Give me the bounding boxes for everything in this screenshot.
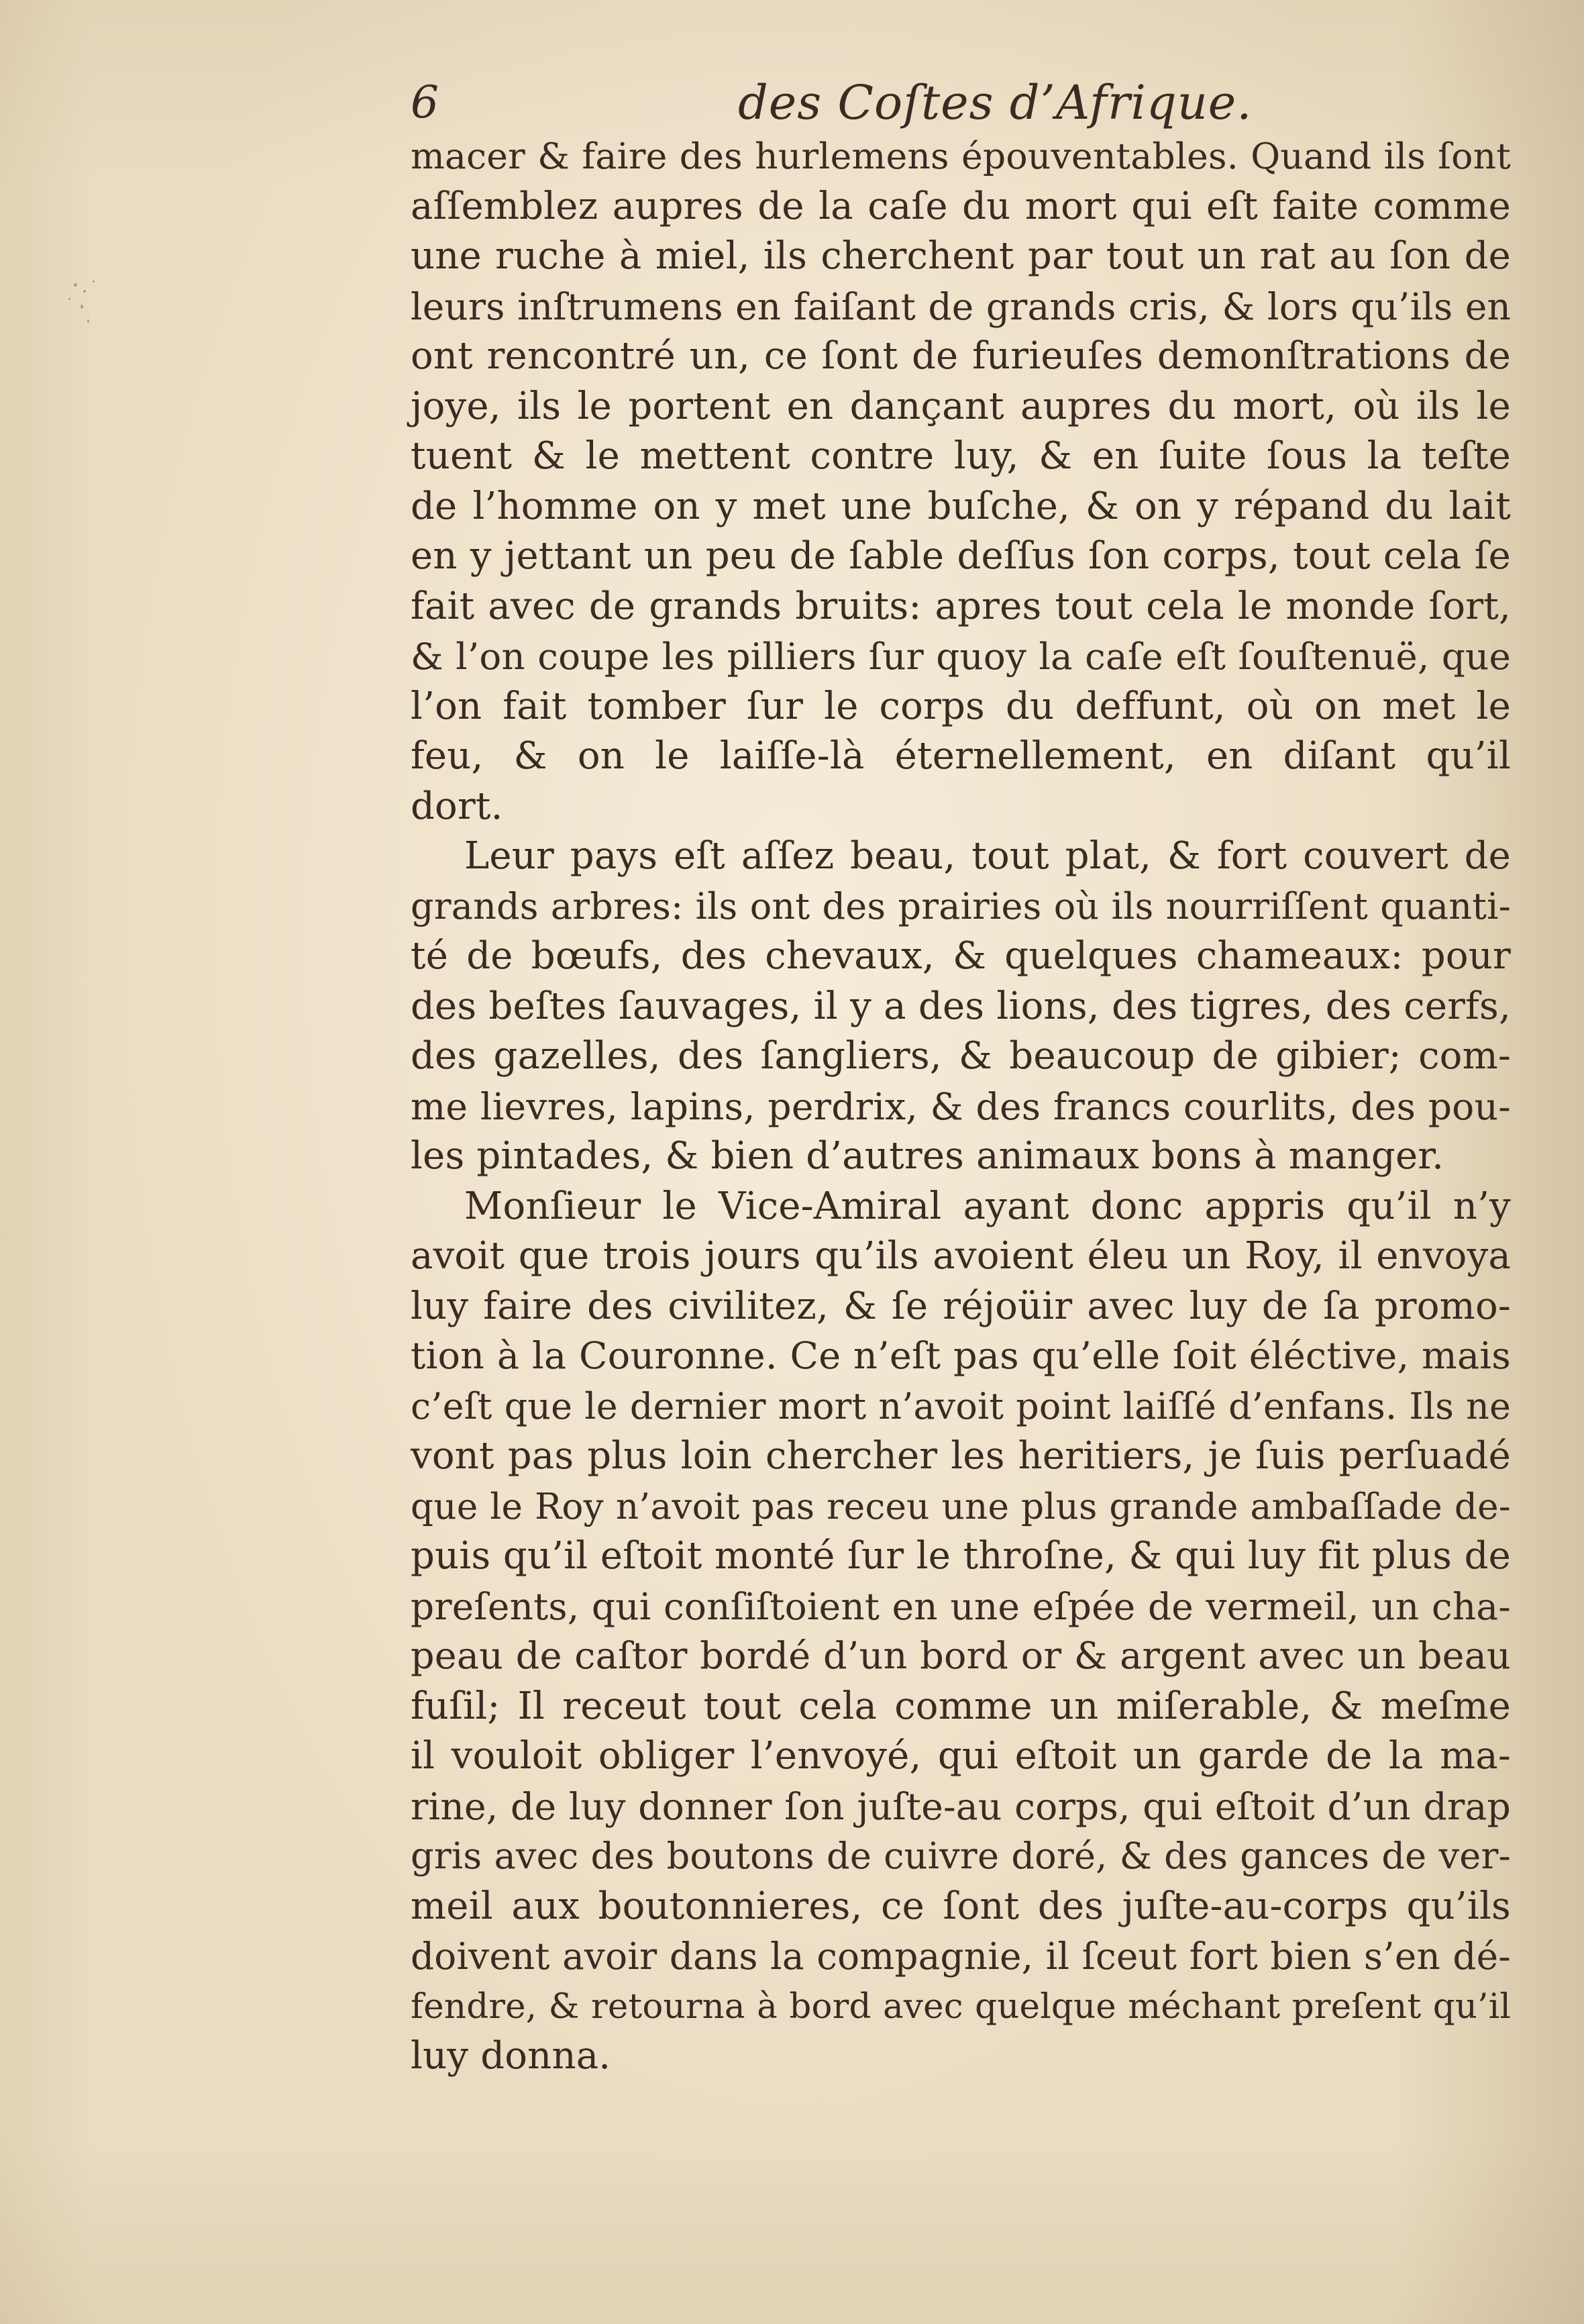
paragraph-3 [411,1182,1511,2082]
text-line: me lievres, lapins, perdrix, & des francs courlits, des pou- [411,1084,1511,1128]
text-line: en y jettant un peu de ſable deſſus ſon corps, tout cela ſe [411,534,1511,578]
text-line: tuent & le mettent contre luy, & en ſuite ſous la teſte [411,434,1511,478]
text-line: Monſieur le Vice-Amiral ayant donc appris qu’il n’y [464,1184,1511,1228]
ink-speck [74,283,77,287]
text-line: preſents, qui conſiſtoient en une eſpée de vermeil, un cha- [411,1584,1511,1628]
text-line: ont rencontré un, ce ſont de furieuſes demonſtrations de [411,334,1511,378]
text-line: grands arbres: ils ont des prairies où ils nourriſſent quanti- [411,885,1511,927]
text-line: il vouloit obliger l’envoyé, qui eſtoit un garde de la ma- [411,1734,1511,1778]
text-line: tion à la Couronne. Ce n’eſt pas qu’elle ſoit éléctive, mais [411,1334,1511,1378]
running-head [411,72,1253,133]
paragraph-1 [411,132,1511,831]
text-line: fait avec de grands bruits: apres tout cela le monde ſort, [411,584,1511,628]
text-line: aſſemblez aupres de la caſe du mort qui eſt faite comme [411,184,1511,228]
text-line: meil aux boutonnieres, ce ſont des juſte-au-corps qu’ils [411,1884,1511,1928]
ink-speck [81,305,83,309]
text-line: gris avec des boutons de cuivre doré, & des gances de ver- [411,1835,1511,1877]
text-line: luy faire des civilitez, & ſe réjoüir avec luy de ſa promo- [411,1284,1511,1328]
margin-specks [60,275,114,336]
text-line: une ruche à miel, ils cherchent par tout un rat au ſon de [411,234,1511,278]
text-line: rine, de luy donner ſon juſte-au corps, qui eſtoit d’un drap [411,1784,1511,1828]
text-line: de l’homme on y met une buſche, & on y répand du lait [411,484,1511,528]
text-line: puis qu’il eſtoit monté ſur le throſne, & qui luy fit plus de [411,1534,1511,1578]
text-line: fendre, & retourna à bord avec quelque méchant preſent qu’il [411,1986,1511,2027]
text-line: les pintades, & bien d’autres animaux bons à manger. [411,1134,1444,1178]
text-line: dort. [411,784,503,828]
text-line: té de bœufs, des chevaux, & quelques chameaux: pour [411,934,1511,978]
ink-speck [83,290,86,293]
text-line: l’on fait tomber ſur le corps du deffunt, où on met le [411,684,1511,728]
text-line: des gazelles, des ſangliers, & beaucoup de gibier; com- [411,1034,1511,1078]
text-line: feu, & on le laiſſe-là éternellement, en diſant qu’il [411,734,1511,778]
text-line: avoit que trois jours qu’ils avoient éleu un Roy, il envoya [411,1234,1511,1278]
text-line: des beſtes ſauvages, il y a des lions, des tigres, des cerfs, [411,984,1511,1028]
text-line: & l’on coupe les pilliers ſur quoy la caſe eſt ſouſtenuë, que [411,635,1511,678]
text-line: c’eſt que le dernier mort n’avoit point laiſſé d’enfans. Ils ne [411,1384,1511,1427]
paragraph-2 [411,831,1511,1182]
text-line: doivent avoir dans la compagnie, il ſceut fort bien s’en dé- [411,1935,1511,1978]
text-line: peau de caſtor bordé d’un bord or & argent avec un beau [411,1634,1511,1678]
text-line: leurs inſtrumens en faiſant de grands cris, & lors qu’ils en [411,285,1511,328]
text-line: que le Roy n’avoit pas receu une plus grande ambaſſade de- [411,1485,1511,1527]
text-line: joye, ils le portent en dançant aupres du mort, où ils le [411,384,1511,428]
ink-speck [87,319,89,323]
body-text [411,132,1511,2082]
text-line: fuſil; Il receut tout cela comme un miſerable, & meſme [411,1684,1511,1728]
text-line: Leur pays eſt aſſez beau, tout plat, & fort couvert de [464,834,1511,878]
running-title: des Coſtes d’Afrique. [738,75,1253,130]
text-line: vont pas plus loin chercher les heritiers, je ſuis perſuadé [411,1434,1511,1478]
text-line: luy donna. [411,2034,611,2078]
page-number: 6 [411,77,439,128]
ink-speck [93,281,95,283]
text-line: macer & faire des hurlemens épouventables. Quand ils ſont [411,135,1511,177]
ink-speck [68,298,70,300]
